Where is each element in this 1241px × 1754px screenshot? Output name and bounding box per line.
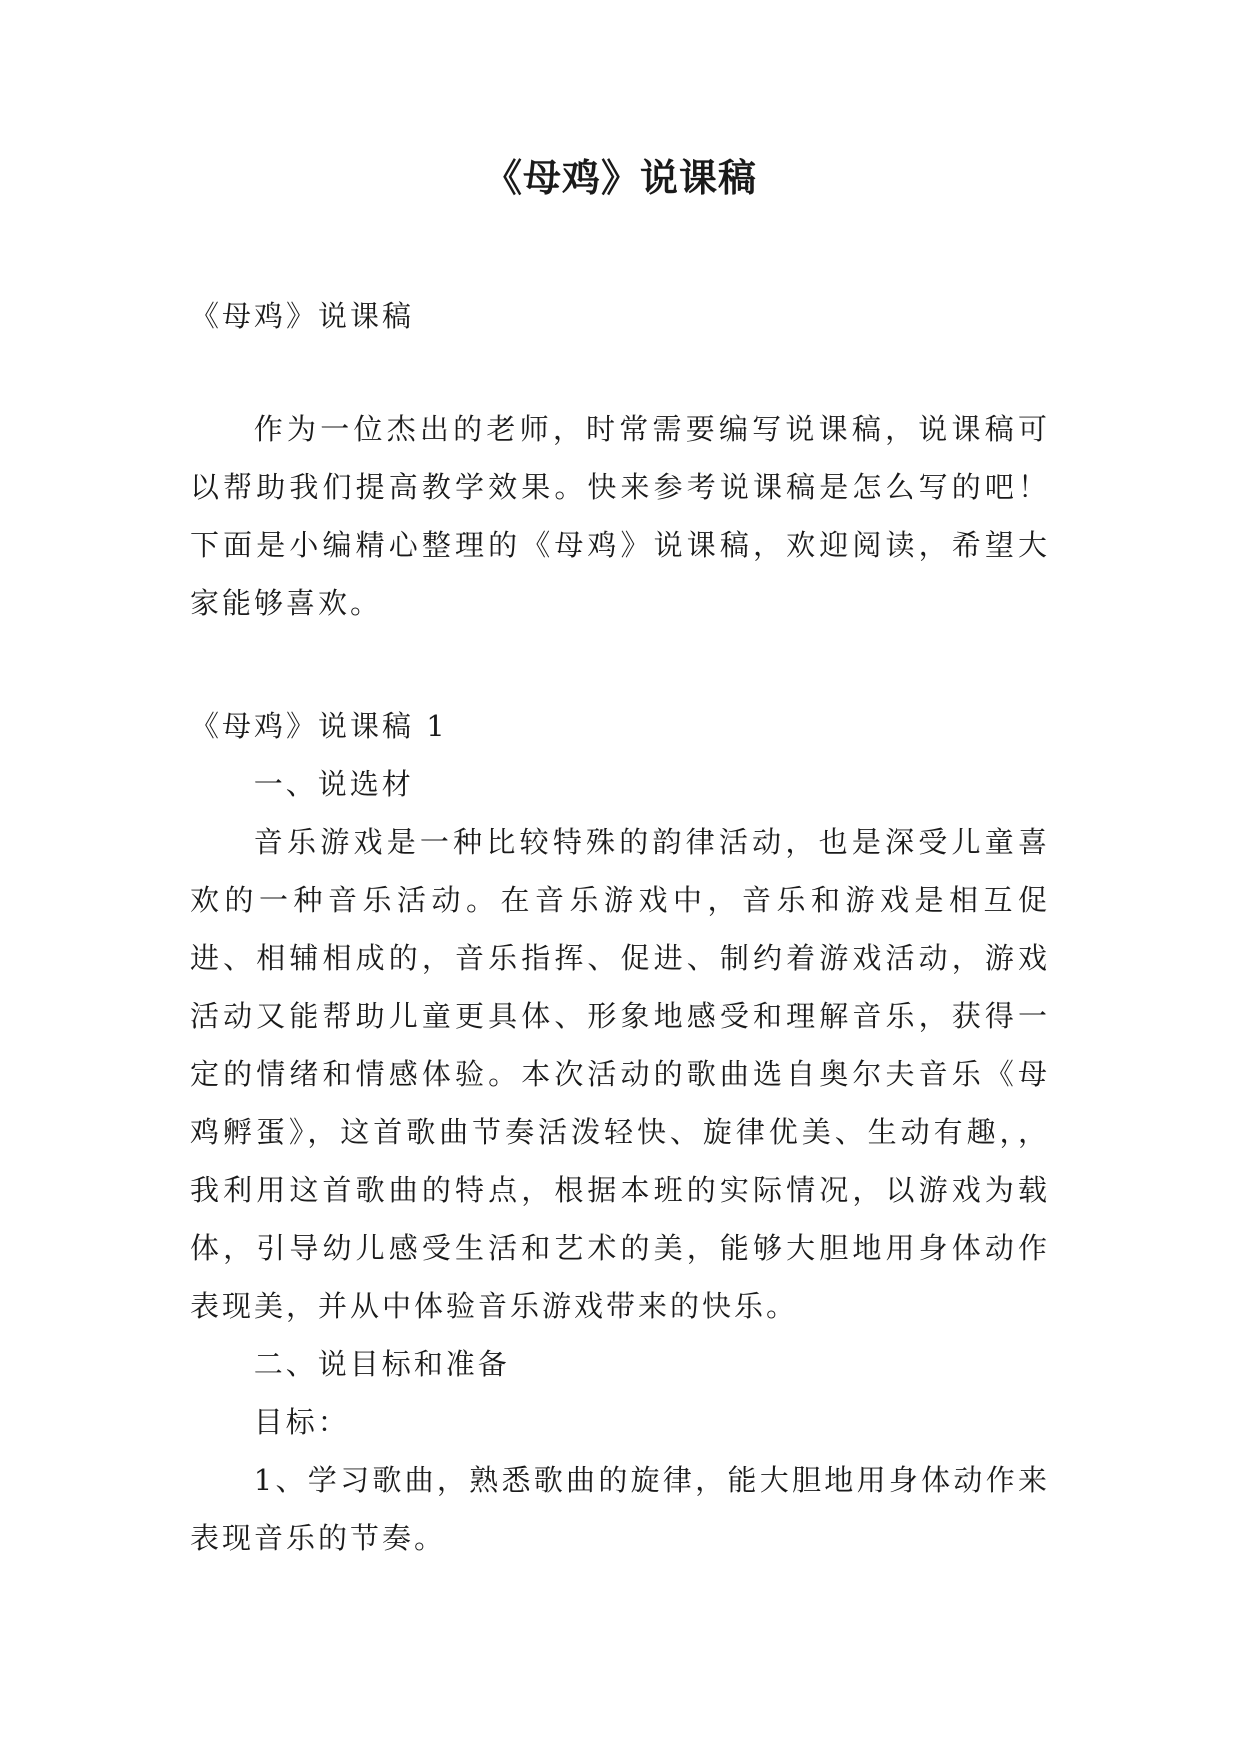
paragraph-selection: 音乐游戏是一种比较特殊的韵律活动，也是深受儿童喜欢的一种音乐活动。在音乐游戏中，音乐和游戏是相互促进、相辅相成的，音乐指挥、促进、制约着游戏活动，游戏活动又能帮助儿童更具体、形象地感受和理解音乐，获得一定的情绪和情感体验。本次活动的歌曲选自奥尔夫音乐《母鸡孵蛋》，这首歌曲节奏活泼轻快、旋律优美、生动有趣，，我利用这首歌曲的特点，根据本班的实际情况，以游戏为载体，引导幼儿感受生活和艺术的美，能够大胆地用身体动作表现美，并从中体验音乐游戏带来的快乐。 bbox=[190, 825, 1050, 1323]
heading-selection: 一、说选材 bbox=[253, 767, 414, 801]
intro-block bbox=[190, 400, 1050, 632]
goal-label: 目标： bbox=[253, 1405, 350, 1439]
document-title: 《母鸡》说课稿 bbox=[483, 156, 757, 200]
section-title: 《母鸡》说课稿 1 bbox=[190, 709, 448, 743]
goal-item-1: 1、学习歌曲，熟悉歌曲的旋律，能大胆地用身体动作来表现音乐的节奏。 bbox=[190, 1463, 1050, 1555]
article-body bbox=[190, 697, 1050, 1567]
document-subtitle bbox=[190, 287, 1050, 345]
heading-goals: 二、说目标和准备 bbox=[253, 1347, 510, 1381]
subtitle-text: 《母鸡》说课稿 bbox=[190, 299, 415, 333]
intro-paragraph: 作为一位杰出的老师，时常需要编写说课稿，说课稿可以帮助我们提高教学效果。快来参考说课稿是怎么写的吧！下面是小编精心整理的《母鸡》说课稿，欢迎阅读，希望大家能够喜欢。 bbox=[190, 412, 1050, 620]
